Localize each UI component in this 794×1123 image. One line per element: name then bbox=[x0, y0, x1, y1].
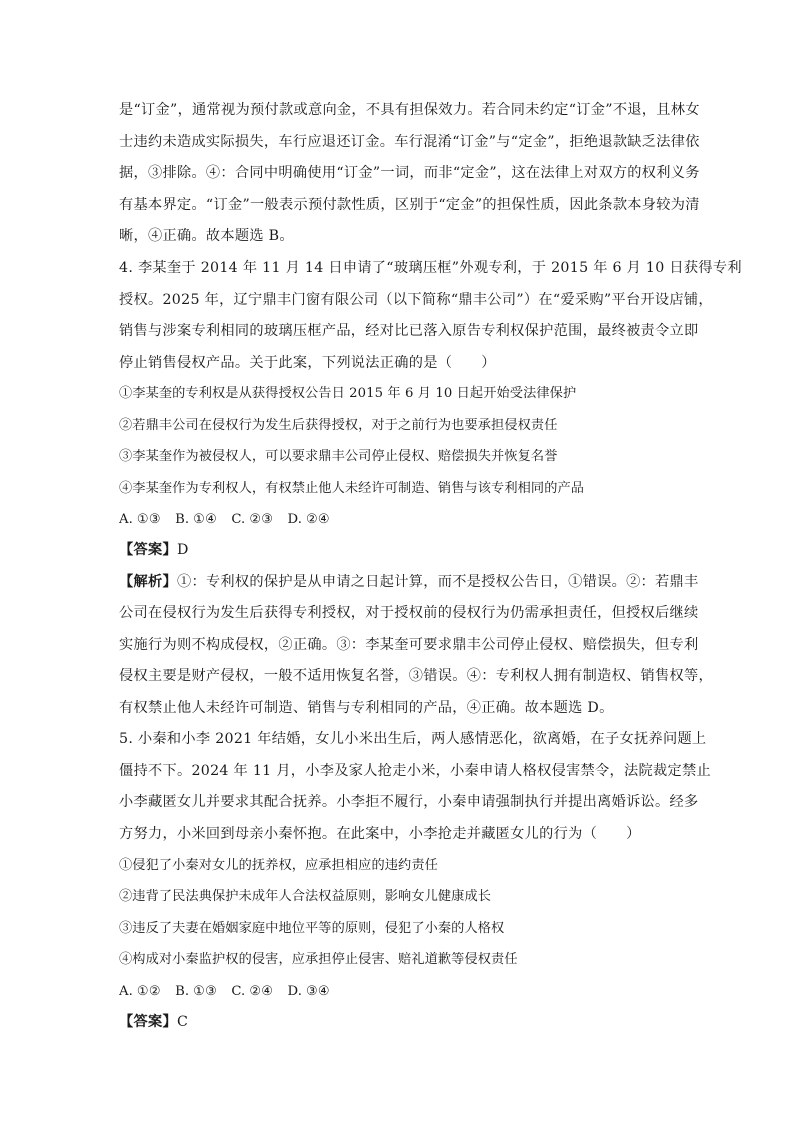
prev-explanation-line: 晰，④正确。故本题选 B。 bbox=[119, 228, 294, 244]
choice-letter: C. bbox=[231, 984, 246, 999]
q5-option: ③违反了夫妻在婚姻家庭中地位平等的原则，侵犯了小秦的人格权 bbox=[119, 921, 505, 936]
q5-stem-line: 方努力，小米回到母亲小秦怀抱。在此案中，小李抢走并藏匿女儿的行为（ ） bbox=[119, 826, 641, 842]
q4-option: ②若鼎丰公司在侵权行为发生后获得授权，对于之前行为也要承担侵权责任 bbox=[119, 418, 558, 433]
answer-value: C bbox=[176, 1014, 189, 1030]
q4-option: ④李某奎作为专利权人，有权禁止他人未经许可制造、销售与该专利相同的产品 bbox=[119, 481, 585, 496]
choice-letter: A. bbox=[119, 984, 133, 999]
q4-analysis-line: 实施行为则不构成侵权，②正确。③：李某奎可要求鼎丰公司停止侵权、赔偿损失，但专利 bbox=[119, 637, 699, 653]
q4-option: ③李某奎作为被侵权人，可以要求鼎丰公司停止侵权、赔偿损失并恢复名誉 bbox=[119, 449, 558, 464]
q4-option: ①李某奎的专利权是从获得授权公告日 2015 年 6 月 10 日起开始受法律保护 bbox=[119, 386, 577, 401]
choice-value: ①② bbox=[136, 984, 161, 999]
choice-letter: B. bbox=[175, 512, 190, 527]
q4-answer bbox=[119, 540, 189, 560]
analysis-text: ①：专利权的保护是从申请之日起计算，而不是授权公告日，①错误。②：若鼎丰 bbox=[176, 574, 699, 590]
q5-stem-line: 僵持不下。2024 年 11 月，小李及家人抢走小米，小秦申请人格权侵害禁令，法院裁定禁止 bbox=[119, 763, 711, 779]
q4-stem-line: 授权。2025 年，辽宁鼎丰门窗有限公司（以下简称“鼎丰公司”）在“爱采购”平台开设店铺， bbox=[119, 292, 713, 308]
prev-explanation-line: 士违约未造成实际损失，车行应退还订金。车行混淆“订金”与“定金”，拒绝退款缺乏法律依 bbox=[119, 134, 700, 150]
prev-explanation-line: 是“订金”，通常视为预付款或意向金，不具有担保效力。若合同未约定“订金”不退，且林女 bbox=[119, 102, 700, 118]
q5-choices bbox=[119, 982, 340, 1002]
q4-analysis-line: 公司在侵权行为发生后获得专利授权，对于授权前的侵权行为仍需承担责任，但授权后继续 bbox=[119, 605, 699, 621]
choice-value: ③④ bbox=[306, 984, 330, 999]
answer-label: 【答案】 bbox=[119, 1014, 177, 1030]
choice-value: ①③ bbox=[193, 984, 218, 999]
q5-answer bbox=[119, 1012, 188, 1032]
q4-analysis-line bbox=[119, 572, 699, 592]
choice-letter: D. bbox=[287, 984, 302, 999]
analysis-label: 【解析】 bbox=[119, 574, 177, 590]
choice-value: ①④ bbox=[193, 512, 218, 527]
choice-value: ①③ bbox=[136, 512, 161, 527]
q5-option: ②违背了民法典保护未成年人合法权益原则，影响女儿健康成长 bbox=[119, 889, 492, 904]
q4-analysis-line: 有权禁止他人未经许可制造、销售与专利相同的产品，④正确。故本题选 D。 bbox=[119, 700, 614, 716]
choice-letter: A. bbox=[119, 512, 133, 527]
q5-stem-line: 小李藏匿女儿并要求其配合抚养。小李拒不履行，小秦申请强制执行并提出离婚诉讼。经多 bbox=[119, 794, 699, 810]
q5-stem-line: 5. 小秦和小李 2021 年结婚，女儿小米出生后，两人感情恶化，欲离婚，在子女抚养问题上 bbox=[119, 731, 707, 747]
choice-value: ②④ bbox=[249, 984, 274, 999]
prev-explanation-line: 有基本界定。“订金”一般表示预付款性质，区别于“定金”的担保性质，因此条款本身较为清 bbox=[119, 197, 700, 213]
choice-letter: C. bbox=[231, 512, 246, 527]
q4-choices bbox=[119, 510, 340, 530]
answer-value: D bbox=[176, 542, 189, 558]
choice-value: ②③ bbox=[249, 512, 274, 527]
choice-value: ②④ bbox=[306, 512, 330, 527]
q4-analysis-line: 侵权主要是财产侵权，一般不适用恢复名誉，③错误。④：专利权人拥有制造权、销售权等， bbox=[119, 668, 713, 684]
choice-letter: B. bbox=[175, 984, 190, 999]
choice-letter: D. bbox=[287, 512, 302, 527]
answer-label: 【答案】 bbox=[119, 542, 177, 558]
q5-option: ①侵犯了小秦对女儿的抚养权，应承担相应的违约责任 bbox=[119, 858, 438, 873]
q5-option: ④构成对小秦监护权的侵害，应承担停止侵害、赔礼道歉等侵权责任 bbox=[119, 952, 518, 967]
q4-stem-line: 4. 李某奎于 2014 年 11 月 14 日申请了“玻璃压框”外观专利，于 2015 年 6 月 10 日获得专利 bbox=[119, 260, 742, 276]
q4-stem-line: 销售与涉案专利相同的玻璃压框产品，经对比已落入原告专利权保护范围，最终被责令立即 bbox=[119, 323, 699, 339]
q4-stem-line: 停止销售侵权产品。关于此案，下列说法正确的是（ ） bbox=[119, 355, 496, 371]
prev-explanation-line: 据，③排除。④：合同中明确使用“订金”一词，而非“定金”，这在法律上对双方的权利义务 bbox=[119, 165, 700, 181]
